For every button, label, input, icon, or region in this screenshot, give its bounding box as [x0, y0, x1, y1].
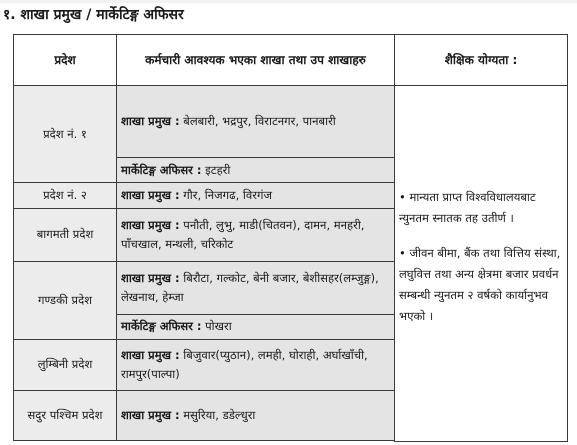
- branch-manager-cell: [117, 183, 395, 208]
- province-cell: लुम्बिनी प्रदेश: [14, 339, 117, 390]
- branch-manager-cell: [117, 390, 395, 441]
- vacancy-table: [13, 34, 568, 442]
- branch-manager-places: बिजुवार(प्युठान), लमही, घोराही, अर्घाखाँची, रामपुर(पाल्पा): [121, 347, 368, 381]
- branch-manager-cell: [117, 208, 395, 261]
- branch-manager-places: पनौती, लुभु, माडी(चितवन), दामन, मनहरी, पाँचखाल, मन्थली, चरिकोट: [121, 217, 365, 251]
- branch-manager-cell: [117, 261, 395, 314]
- marketing-officer-label: मार्केटिङ्ग अफिसर :: [121, 319, 202, 334]
- branch-manager-places: मसुरिया, डडेल्धुरा: [183, 408, 256, 423]
- branch-manager-label: शाखा प्रमुख :: [121, 270, 180, 285]
- qualification-item: • जीवन बीमा, बैंक तथा वित्तिय संस्था, लघुवित्त तथा अन्य क्षेत्रमा बजार प्रवर्धन सम्बन्धी न्युनतम २ वर्षको कार्यानुभव भएको ।: [399, 245, 561, 323]
- branch-manager-places: बिरौटा, गल्कोट, बेनी बजार, बेशीसहर(लम्जुङ्ग), लेखनाथ, हेम्जा: [121, 270, 379, 304]
- marketing-officer-label: मार्केटिङ्ग अफिसर :: [121, 162, 202, 177]
- table-row: [14, 86, 568, 158]
- branch-manager-label: शाखा प्रमुख :: [121, 408, 180, 423]
- province-cell: गण्डकी प्रदेश: [14, 261, 117, 339]
- branch-manager-cell: [117, 86, 395, 158]
- branch-manager-label: शाखा प्रमुख :: [121, 188, 180, 203]
- branch-manager-label: शाखा प्रमुख :: [121, 113, 180, 128]
- marketing-officer-places: पोखरा: [205, 319, 232, 334]
- marketing-officer-cell: [117, 314, 395, 339]
- qualification-cell: [395, 86, 568, 442]
- branch-manager-places: बेलबारी, भद्रपुर, विराटनगर, पानबारी: [183, 113, 336, 128]
- branch-manager-label: शाखा प्रमुख :: [121, 347, 180, 362]
- table-header-row: [14, 35, 568, 86]
- header-qualification: शैक्षिक योग्यता :: [395, 35, 568, 86]
- province-cell: प्रदेश नं. १: [14, 86, 117, 183]
- province-cell: सदुर पश्चिम प्रदेश: [14, 390, 117, 441]
- spacer-cell: [117, 441, 395, 442]
- marketing-officer-cell: [117, 157, 395, 182]
- header-branches: कर्मचारी आवश्यक भएका शाखा तथा उप शाखाहरु: [117, 35, 395, 86]
- spacer-cell: [14, 441, 117, 442]
- branch-manager-label: शाखा प्रमुख :: [121, 217, 180, 232]
- section-heading: १. शाखा प्रमुख / मार्केटिङ्ग अफिसर: [3, 7, 184, 23]
- qualification-item: • मान्यता प्राप्त विश्वविधालयबाट न्युनतम स्नातक तह उतीर्ण ।: [399, 189, 536, 225]
- header-province: प्रदेश: [14, 35, 117, 86]
- marketing-officer-places: इटहरी: [205, 162, 231, 177]
- branch-manager-places: गौर, निजगढ, विरगंज: [183, 188, 272, 203]
- branch-manager-cell: [117, 339, 395, 390]
- province-cell: प्रदेश नं. २: [14, 183, 117, 208]
- province-cell: बागमती प्रदेश: [14, 208, 117, 261]
